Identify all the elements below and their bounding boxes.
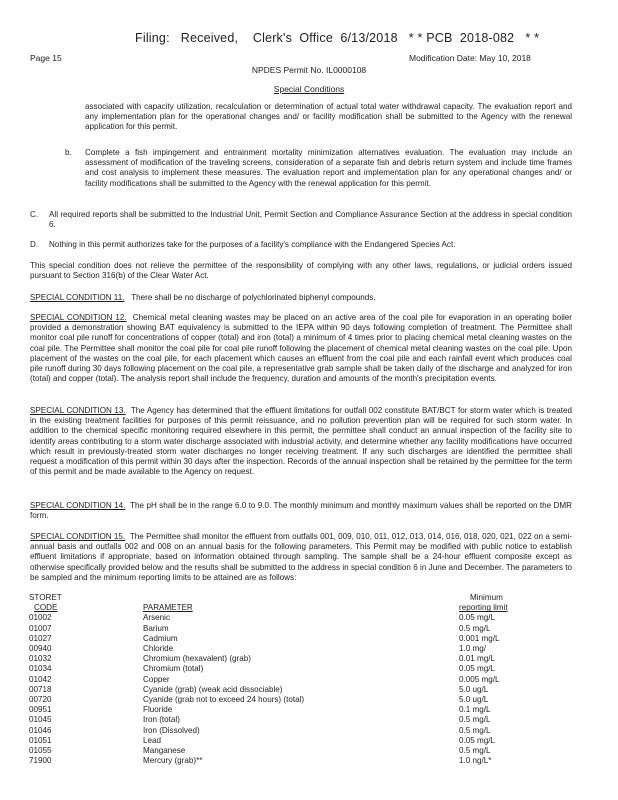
- reporting-limit-cell: 0.05 mg/L: [459, 735, 495, 745]
- storet-code-cell: 01002: [29, 613, 52, 623]
- storet-code-cell: 01045: [29, 715, 52, 725]
- item-c-text: All required reports shall be submitted to the Industrial Unit, Permit Section and Compliance Assurance Section at the address in special condition 6.: [49, 210, 572, 230]
- sc13-text: The Agency has determined that the effluent limitations for outfall 002 constitute BAT/BCT for storm water which is treated in the existing treatment facilities for purposes of this permit reissuance, and no pollution prevention plan will be required for such storm water. In addition to the chemical specific monitoring required elsewhere in this permit, the permittee shall conduct an annual inspection of the facility site to identify areas contributing to a storm water discharge associated with industrial activity, and determine whether any facility modifications have occurred which result in previously-treated storm water discharges no longer receiving treatment. If any such discharges are identified the permittee shall request a modification of this permit within 30 days after the inspection. Records of the annual inspection shall be retained by the permittee for the term of this permit and be made available to the Agency on request.: [30, 406, 572, 477]
- parameter-cell: Manganese: [143, 746, 186, 756]
- table-row: [29, 634, 590, 644]
- table-row: [29, 624, 590, 634]
- parameter-cell: Chloride: [143, 644, 174, 654]
- parameter-cell: Lead: [143, 735, 162, 745]
- sc14-text: The pH shall be in the range 6.0 to 9.0. The monthly minimum and monthly maximum values shall be reported on the DMR form.: [30, 501, 572, 521]
- storet-code-cell: 01007: [29, 623, 52, 633]
- item-d-label: D.: [30, 240, 39, 249]
- item-d-text: Nothing in this permit authorizes take for the purposes of a facility's compliance with the Endangered Species Act.: [49, 240, 456, 249]
- sc12-text: Chemical metal cleaning wastes may be placed on an active area of the coal pile for evaporation in an operating boiler provided a demonstration showing BAT equivalency is submitted to the IEPA within 90 days following completion of treatment. The Permittee shall monitor coal pile runoff for concentrations of copper (total) and iron (total) a minimum of 4 times prior to placing chemical metal cleaning wastes on the coal pile. The Permittee shall monitor the coal pile for coal pile runoff following the placement of chemical metal cleaning wastes on the coal pile. Upon placement of the wastes on the coal pile, for each placement which causes an effluent from the coal pile and each rainfall event which produces coal pile runoff during 30 days following placement on the coal pile, a representative grab sample shall be taken daily of the discharge and analyzed for iron (total) and copper (total). The analysis report shall include the frequency, duration and amounts of the month's precipitation events.: [30, 313, 572, 384]
- special-condition-15: [30, 532, 572, 583]
- reporting-limit-cell: 0.5 mg/L: [459, 715, 491, 725]
- reporting-limit-cell: 0.05 mg/L: [459, 613, 495, 623]
- table-row: [29, 654, 590, 664]
- storet-code-cell: 01034: [29, 664, 52, 674]
- reporting-limit-header: reporting limit: [459, 603, 508, 613]
- minimum-label: Minimum: [470, 593, 503, 602]
- parameter-cell: Iron (Dissolved): [143, 725, 200, 735]
- parameter-cell: Cyanide (grab not to exceed 24 hours) (total): [143, 695, 305, 705]
- reporting-limit-cell: 5.0 ug/L: [459, 695, 489, 705]
- storet-code-cell: 71900: [29, 756, 52, 766]
- sc15-title: SPECIAL CONDITION 15.: [30, 532, 126, 541]
- special-condition-11: [30, 293, 572, 303]
- sc11-title: SPECIAL CONDITION 11.: [30, 293, 125, 302]
- storet-code-cell: 01051: [29, 735, 52, 745]
- storet-code-cell: 01055: [29, 746, 52, 756]
- item-c-label: C.: [30, 210, 39, 219]
- item-b-label: b.: [65, 148, 72, 157]
- reporting-limit-cell: 0.01 mg/L: [459, 654, 495, 664]
- table-header-top: [29, 593, 590, 603]
- reporting-limit-cell: 0.1 mg/L: [459, 705, 491, 715]
- sc12-title: SPECIAL CONDITION 12.: [30, 313, 127, 322]
- reporting-limit-cell: 5.0 ug/L: [459, 684, 489, 694]
- special-condition-13: [30, 406, 572, 477]
- parameter-cell: Arsenic: [143, 613, 170, 623]
- reporting-limit-cell: 1.0 mg/: [459, 644, 486, 654]
- reporting-limit-cell: 0.5 mg/L: [459, 725, 491, 735]
- table-row: [29, 705, 590, 715]
- parameter-cell: Cyanide (grab) (weak acid dissociable): [143, 684, 283, 694]
- storet-code-cell: 01046: [29, 725, 52, 735]
- code-header: CODE: [34, 603, 58, 613]
- reporting-limit-cell: 0.5 mg/L: [459, 623, 491, 633]
- storet-code-cell: 01027: [29, 633, 52, 643]
- table-row: [29, 644, 590, 654]
- storet-code-cell: 00720: [29, 695, 52, 705]
- table-row: [29, 664, 590, 674]
- page-number: Page 15: [30, 53, 62, 63]
- parameter-cell: Barium: [143, 623, 169, 633]
- table-row: [29, 675, 590, 685]
- special-condition-12: [30, 313, 572, 384]
- parameter-table: [29, 593, 590, 766]
- parameter-cell: Iron (total): [143, 715, 180, 725]
- page-heading: Special Conditions: [273, 84, 345, 94]
- sc15-text: The Permittee shall monitor the effluent from outfalls 001, 009, 010, 011, 012, 013, 014, 016, 018, 020, 021, 022 on a semi-annual basis and outfalls 002 and 008 on an annual basis for the following parameters. This Permit may be modified with public notice to establish effluent limitations if appropriate, based on information obtained through sampling. The sample shall be a 24-hour effluent composite except as otherwise specifically provided below and the results shall be submitted to the address in special condition 6 in June and December. The parameters to be sampled and the minimum reporting limits to be attained are as follows:: [30, 532, 572, 582]
- continued-paragraph: associated with capacity utilization, recalculation or determination of actual total water withdrawal capacity. The evaluation report and any implementation plan for the operational changes and/ or facility modification shall be submitted to the Agency with the renewal application for this permit.: [85, 102, 572, 132]
- filing-stamp: Filing: Received, Clerk's Office 6/13/2018 * * PCB 2018-082 * *: [135, 31, 540, 45]
- parameter-cell: Chromium (total): [143, 664, 204, 674]
- table-row: [29, 695, 590, 705]
- sc14-title: SPECIAL CONDITION 14.: [30, 501, 126, 510]
- table-row: [29, 746, 590, 756]
- sc13-title: SPECIAL CONDITION 13.: [30, 406, 126, 415]
- storet-code-cell: 00940: [29, 644, 52, 654]
- item-b-text: Complete a fish impingement and entrainment mortality minimization alternatives evaluation. The evaluation may include an assessment of modification of the traveling screens, consideration of a separate fish and debris return system and include time frames and cost analysis to implement these measures. The evaluation report and implementation plan for any operational changes and/ or facility modifications shall be submitted to the Agency with the renewal application for this permit.: [85, 148, 572, 188]
- reporting-limit-cell: 0.005 mg/L: [459, 674, 500, 684]
- special-condition-14: [30, 501, 572, 521]
- relieve-paragraph: This special condition does not relieve the permittee of the responsibility of complying with any other laws, regulations, or judicial orders issued pursuant to Section 316(b) of the Clear Water Act.: [30, 261, 572, 281]
- parameter-cell: Chromium (hexavalent) (grab): [143, 654, 251, 664]
- storet-label: STORET: [29, 593, 62, 602]
- storet-code-cell: 00718: [29, 684, 52, 694]
- parameter-cell: Mercury (grab)**: [143, 756, 203, 766]
- reporting-limit-cell: 0.001 mg/L: [459, 633, 500, 643]
- reporting-limit-cell: 1.0 ng/L*: [459, 756, 492, 766]
- reporting-limit-cell: 0.05 mg/L: [459, 664, 495, 674]
- table-row: [29, 756, 590, 766]
- table-header: [29, 603, 590, 613]
- parameter-cell: Cadmium: [143, 633, 178, 643]
- sc11-text: There shall be no discharge of polychlorinated biphenyl compounds.: [131, 293, 376, 302]
- table-row: [29, 613, 590, 623]
- storet-code-cell: 00951: [29, 705, 52, 715]
- storet-code-cell: 01042: [29, 674, 52, 684]
- parameter-cell: Fluoride: [143, 705, 173, 715]
- reporting-limit-cell: 0.5 mg/L: [459, 746, 491, 756]
- permit-number: NPDES Permit No. IL0000108: [251, 65, 367, 75]
- parameter-header: PARAMETER: [143, 603, 193, 613]
- parameter-cell: Copper: [143, 674, 170, 684]
- table-row: [29, 685, 590, 695]
- table-row: [29, 736, 590, 746]
- storet-code-cell: 01032: [29, 654, 52, 664]
- modification-date: Modification Date: May 10, 2018: [409, 53, 531, 63]
- table-row: [29, 715, 590, 725]
- table-row: [29, 726, 590, 736]
